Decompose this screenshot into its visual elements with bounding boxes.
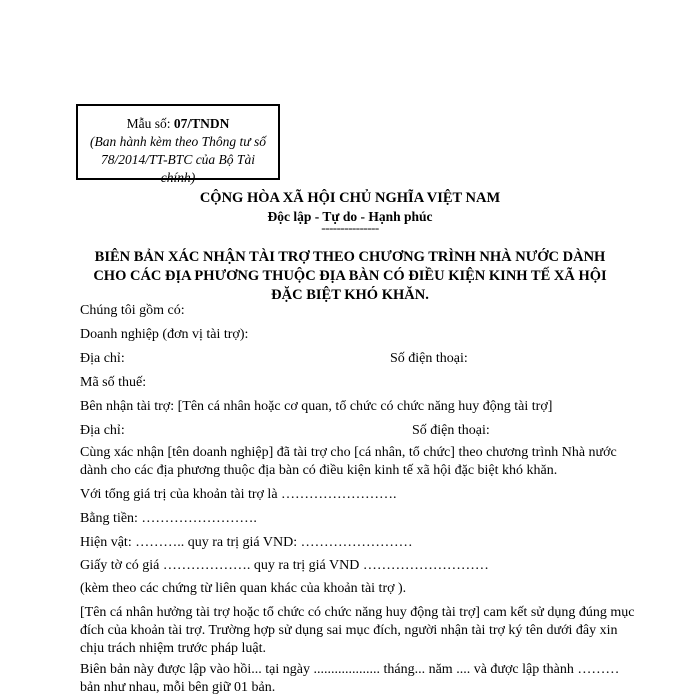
papers-line: Giấy tờ có giá ………………. quy ra trị giá VND ……………………… (80, 558, 489, 573)
closing-paragraph: Biên bản này được lập vào hồi... tại ngày ................... tháng... năm .... và được lập thành ……… bản như nhau, mỗi bên giữ 01 bản. (80, 662, 620, 695)
motto: Độc lập - Tự do - Hạnh phúc (267, 209, 433, 224)
total-value-line: Với tổng giá trị của khoản tài trợ là ……………………. (80, 487, 397, 502)
document-title: BIÊN BẢN XÁC NHẬN TÀI TRỢ THEO CHƯƠNG TRÌNH NHÀ NƯỚC DÀNH CHO CÁC ĐỊA PHƯƠNG THUỘC ĐỊA BÀN CÓ ĐIỀU KIỆN KINH TẾ XÃ HỘI ĐẶC BIỆT KHÓ KHĂN. (93, 249, 607, 303)
attached-docs-line: (kèm theo các chứng từ liên quan khác của khoản tài trợ ). (80, 581, 407, 596)
address-line-2: Địa chỉ: (80, 423, 125, 438)
form-code (78, 115, 278, 133)
sponsor-line: Doanh nghiệp (đơn vị tài trợ): (80, 327, 249, 342)
phone-line-1: Số điện thoại: (390, 351, 468, 366)
address-line-1: Địa chỉ: (80, 351, 125, 366)
goods-line: Hiện vật: ……….. quy ra trị giá VND: …………………… (80, 535, 413, 550)
tax-code-line: Mã số thuế: (80, 375, 147, 390)
form-code-value: 07/TNDN (173, 116, 230, 131)
recipient-line: Bên nhận tài trợ: [Tên cá nhân hoặc cơ quan, tổ chức có chức năng huy động tài trợ] (80, 399, 553, 414)
members-line: Chúng tôi gồm có: (80, 303, 185, 318)
form-issuance-note: (Ban hành kèm theo Thông tư số 78/2014/TT-BTC của Bộ Tài chính) (89, 134, 267, 185)
nation-title: CỘNG HÒA XÃ HỘI CHỦ NGHĨA VIỆT NAM (199, 190, 501, 206)
phone-line-2: Số điện thoại: (412, 423, 490, 438)
header-divider: --------------- (321, 220, 379, 235)
cash-line: Bằng tiền: ……………………. (80, 511, 257, 526)
form-code-label: Mẫu số: (126, 116, 174, 131)
confirmation-paragraph: Cùng xác nhận [tên doanh nghiệp] đã tài trợ cho [cá nhân, tổ chức] theo chương trình Nhà nước dành cho các địa phương thuộc địa bàn có điều kiện kinh tế xã hội đặc biệt khó khăn. (80, 445, 617, 478)
commitment-paragraph: [Tên cá nhân hưởng tài trợ hoặc tổ chức có chức năng huy động tài trợ] cam kết sử dụng đúng mục đích của khoản tài trợ. Trường hợp sử dụng sai mục đích, người nhận tài trợ ký tên dưới đây xin chịu trách nhiệm trước pháp luật. (80, 605, 635, 656)
form-code-box (76, 104, 280, 185)
